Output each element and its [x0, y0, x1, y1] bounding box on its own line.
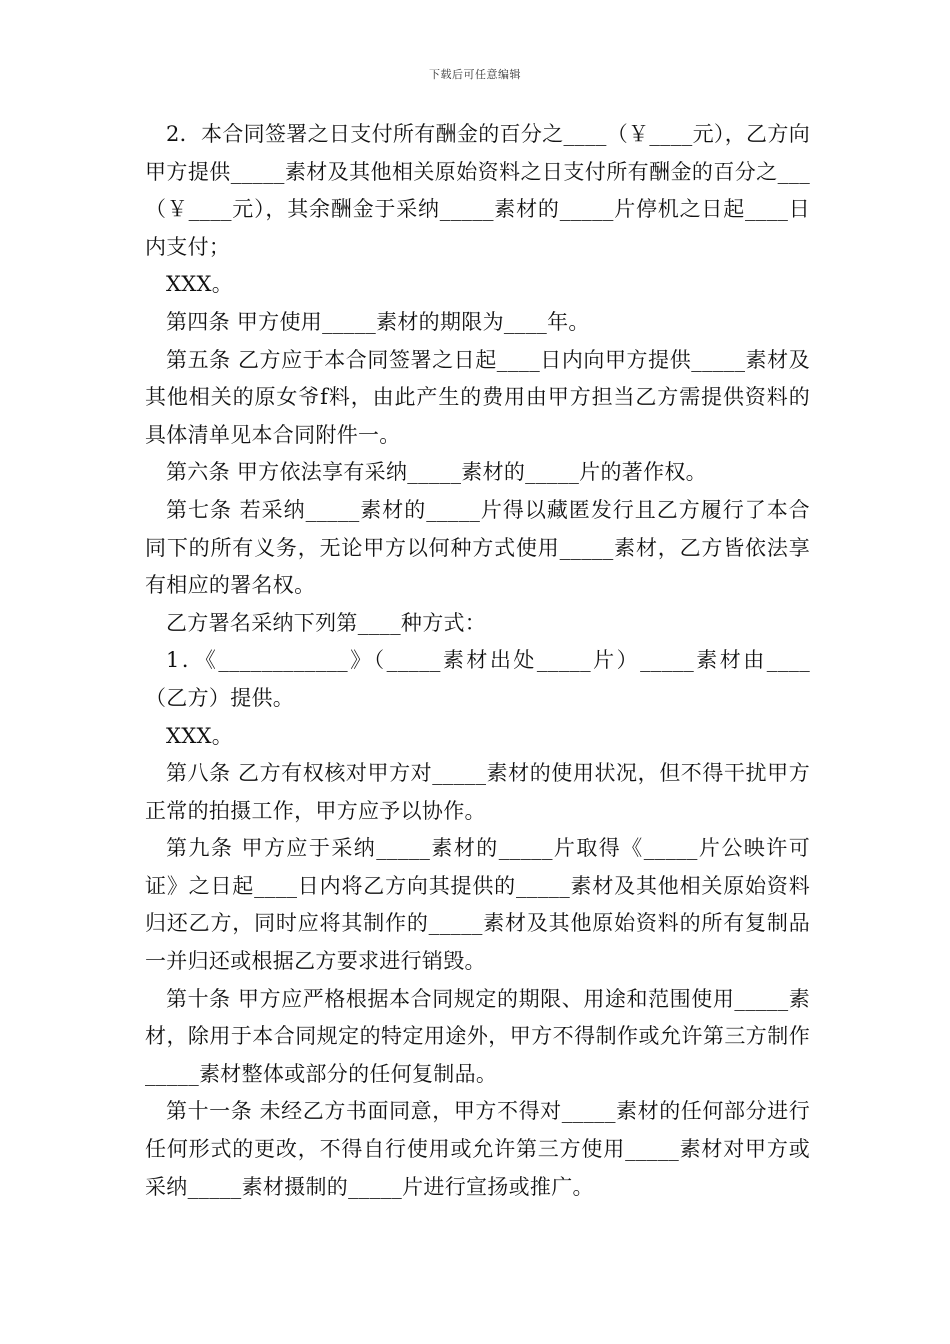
clause-article-5: 第五条 乙方应于本合同签署之日起____日内向甲方提供_____素材及其他相关的原女爷f料，由此产生的费用由甲方担当乙方需提供资料的具体清单见本合同附件一。 [145, 347, 810, 447]
clause-article-4: 第四条 甲方使用_____素材的期限为____年。 [166, 309, 590, 334]
clause-signature-option-1: 1．《____________》（_____素材出处_____片）_____素材由____（乙方）提供。 [145, 648, 810, 710]
clause-payment-2: 2．本合同签署之日支付所有酬金的百分之____（￥____元），乙方向甲方提供_____素材及其他相关原始资料之日支付所有酬金的百分之___（￥____元），其余酬金于采纳_____素材的_____片停机之日起____日内支付； [145, 122, 810, 259]
clause-article-10: 第十条 甲方应严格根据本合同规定的期限、用途和范围使用_____素材，除用于本合同规定的特定用途外，甲方不得制作或允许第三方制作_____素材整体或部分的任何复制品。 [145, 986, 810, 1086]
clause-article-9: 第九条 甲方应于采纳_____素材的_____片取得《_____片公映许可证》之日起____日内将乙方向其提供的_____素材及其他相关原始资料归还乙方，同时应将其制作的_____素材及其他原始资料的所有复制品一并归还或根据乙方要求进行销毁。 [145, 836, 810, 974]
placeholder-xxx-2: XXX。 [166, 723, 234, 748]
placeholder-xxx-1: XXX。 [166, 272, 234, 297]
clause-signature-method: 乙方署名采纳下列第____种方式： [166, 610, 487, 635]
header-note: 下载后可任意编辑 [429, 68, 521, 81]
contract-body [145, 116, 810, 1206]
clause-article-8: 第八条 乙方有权核对甲方对_____素材的使用状况，但不得干扰甲方正常的拍摄工作，甲方应予以协作。 [145, 761, 810, 823]
clause-article-11: 第十一条 未经乙方书面同意，甲方不得对_____素材的任何部分进行任何形式的更改，不得自行使用或允许第三方使用_____素材对甲方或采纳_____素材摄制的_____片进行宣扬或推广。 [145, 1099, 810, 1199]
clause-article-6: 第六条 甲方依法享有采纳_____素材的_____片的著作权。 [166, 460, 707, 485]
clause-article-7: 第七条 若采纳_____素材的_____片得以藏匿发行且乙方履行了本合同下的所有义务，无论甲方以何种方式使用_____素材，乙方皆依法享有相应的署名权。 [145, 497, 810, 598]
